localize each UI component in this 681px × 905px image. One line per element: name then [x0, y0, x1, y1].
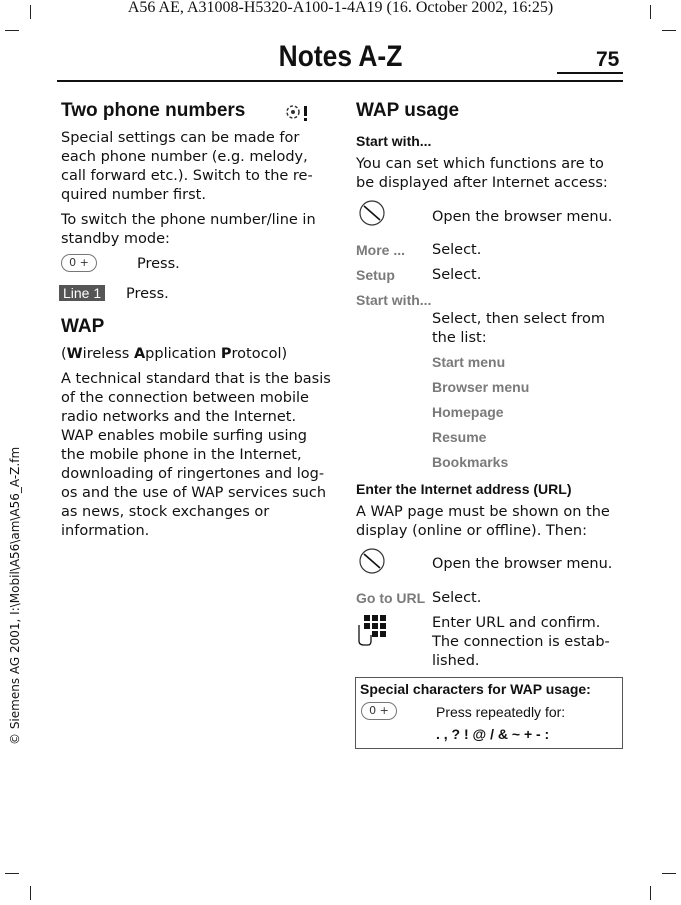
line1-softkey: Line 1	[59, 285, 105, 301]
switch-line-text: To switch the phone number/line in standby mode:	[61, 212, 316, 247]
start-with-intro: You can set which functions are to be displayed after Internet access:	[356, 156, 608, 191]
select-text: Select.	[432, 242, 482, 258]
page-number-rule	[557, 72, 623, 74]
title-rule	[57, 80, 623, 82]
press-repeatedly-text: Press repeatedly for:	[436, 704, 566, 720]
phone-key-icon	[358, 200, 386, 230]
option-start-menu: Start menu	[432, 354, 506, 370]
two-numbers-heading: Two phone numbers	[61, 100, 246, 121]
select-then-text: Select, then select from the list:	[432, 311, 605, 346]
option-bookmarks: Bookmarks	[432, 454, 509, 470]
enter-url-intro: A WAP page must be shown on the display (online or offline). Then:	[356, 504, 610, 539]
option-resume: Resume	[432, 429, 487, 445]
special-chars-list: . , ? ! @ / & ~ + - :	[436, 726, 550, 742]
crop-mark	[662, 30, 676, 31]
crop-mark	[5, 873, 19, 874]
open-browser-text: Open the browser menu.	[432, 209, 613, 225]
special-chars-box	[355, 677, 623, 749]
crop-mark	[30, 886, 31, 900]
select-text-2: Select.	[432, 267, 482, 283]
menu-go-to-url: Go to URL	[356, 590, 426, 606]
wap-heading: WAP	[61, 316, 105, 337]
key-zero-icon: 0 +	[61, 254, 97, 272]
side-note: © Siemens AG 2001, I:\Mobil\A56\am\A56_A-Z.fm	[8, 446, 22, 745]
press-text: Press.	[137, 256, 180, 272]
special-chars-title: Special characters for WAP usage:	[360, 681, 591, 697]
press-text-2: Press.	[126, 286, 169, 302]
enter-url-text: Enter URL and confirm. The connection is estab- lished.	[432, 615, 610, 669]
crop-mark	[650, 886, 651, 900]
open-browser-text-2: Open the browser menu.	[432, 556, 613, 572]
network-dependent-icon	[285, 104, 315, 126]
start-with-heading: Start with...	[356, 133, 432, 149]
crop-mark	[5, 30, 19, 31]
running-head: A56 AE, A31008-H5320-A100-1-4A19 (16. October 2002, 16:25)	[127, 0, 554, 16]
crop-mark	[662, 873, 676, 874]
option-browser-menu: Browser menu	[432, 379, 530, 395]
menu-setup: Setup	[356, 267, 395, 283]
keypad-icon	[356, 613, 388, 651]
menu-start-with: Start with...	[356, 292, 432, 308]
key-zero-icon: 0 +	[361, 702, 397, 720]
menu-more: More ...	[356, 242, 406, 258]
wap-definition: (Wireless Application Protocol)	[61, 346, 288, 362]
two-numbers-text: Special settings can be made for each phone number (e.g. melody, call forward etc.). Switch to the re- quired number first.	[61, 130, 313, 203]
enter-url-heading: Enter the Internet address (URL)	[356, 481, 572, 497]
page-number: 75	[596, 48, 620, 71]
select-text-3: Select.	[432, 590, 482, 606]
wap-text: A technical standard that is the basis of the connection between mobile radio networks and the Internet. WAP enables mobile surfing using the mobile phone in the Internet, downloading of ringertones and log- os and the use of WAP services such as news, stock exchanges or information.	[61, 371, 331, 539]
option-homepage: Homepage	[432, 404, 504, 420]
page-title: Notes A-Z	[278, 40, 403, 73]
phone-key-icon	[358, 548, 386, 578]
wap-usage-heading: WAP usage	[356, 100, 460, 121]
